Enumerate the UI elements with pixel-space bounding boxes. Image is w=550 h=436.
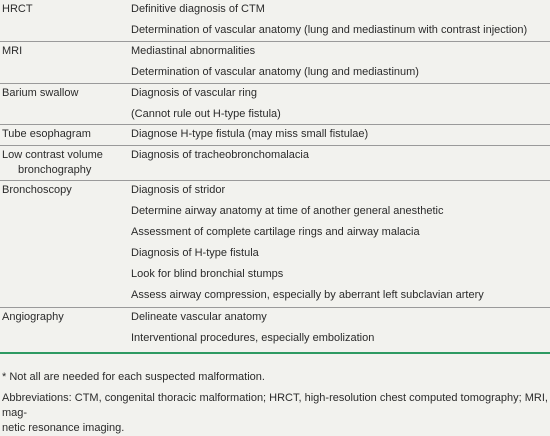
- modality-cell: Barium swallow: [2, 87, 79, 99]
- use-item: (Cannot rule out H-type fistula): [131, 108, 281, 120]
- footnote: * Not all are needed for each suspected malformation.: [2, 371, 265, 383]
- uses-cell: [131, 146, 550, 180]
- table-row-barium-swallow: [0, 84, 550, 125]
- modality-cell: Angiography: [2, 311, 64, 323]
- uses-cell: [131, 0, 550, 41]
- modality-cell: Tube esophagram: [2, 128, 91, 140]
- abbreviations-note: [2, 391, 548, 436]
- modality-line: Low contrast volume: [2, 149, 103, 161]
- uses-cell: [131, 84, 550, 124]
- use-item: Assessment of complete cartilage rings and airway malacia: [131, 226, 420, 238]
- use-item: Determination of vascular anatomy (lung and mediastinum): [131, 66, 419, 78]
- use-item: Diagnose H-type fistula (may miss small fistulae): [131, 128, 369, 140]
- modality-cell: [0, 146, 131, 180]
- abbreviations-line: Abbreviations: CTM, congenital thoracic malformation; HRCT, high-resolution chest computed tomography; MRI, mag-: [2, 392, 548, 419]
- table-row-bronchography: [0, 146, 550, 181]
- use-item: Determination of vascular anatomy (lung and mediastinum with contrast injection): [131, 24, 528, 36]
- table-row-tube-esophagram: [0, 125, 550, 146]
- uses-cell: [131, 42, 550, 83]
- use-item: Interventional procedures, especially embolization: [131, 332, 375, 344]
- table-row-bronchoscopy: [0, 181, 550, 308]
- abbreviations-line: netic resonance imaging.: [2, 422, 125, 434]
- use-item: Diagnosis of vascular ring: [131, 87, 257, 99]
- use-item: Delineate vascular anatomy: [131, 311, 267, 323]
- use-item: Diagnosis of tracheobronchomalacia: [131, 149, 309, 161]
- use-item: Definitive diagnosis of CTM: [131, 3, 265, 15]
- use-item: Mediastinal abnormalities: [131, 45, 256, 57]
- table-row-hrct: [0, 0, 550, 42]
- table-row-mri: [0, 42, 550, 84]
- modality-cell: MRI: [2, 45, 23, 57]
- use-item: Assess airway compression, especially by aberrant left subclavian artery: [131, 289, 484, 301]
- uses-cell: [131, 308, 550, 352]
- use-item: Look for blind bronchial stumps: [131, 268, 284, 280]
- uses-cell: [131, 125, 550, 145]
- modality-cell: HRCT: [2, 3, 33, 15]
- use-item: Diagnosis of H-type fistula: [131, 247, 259, 259]
- modality-cell: Bronchoscopy: [2, 184, 72, 196]
- uses-cell: [131, 181, 550, 307]
- use-item: Determine airway anatomy at time of another general anesthetic: [131, 205, 444, 217]
- table-row-angiography: [0, 308, 550, 354]
- modality-line: bronchography: [18, 164, 92, 176]
- use-item: Diagnosis of stridor: [131, 184, 226, 196]
